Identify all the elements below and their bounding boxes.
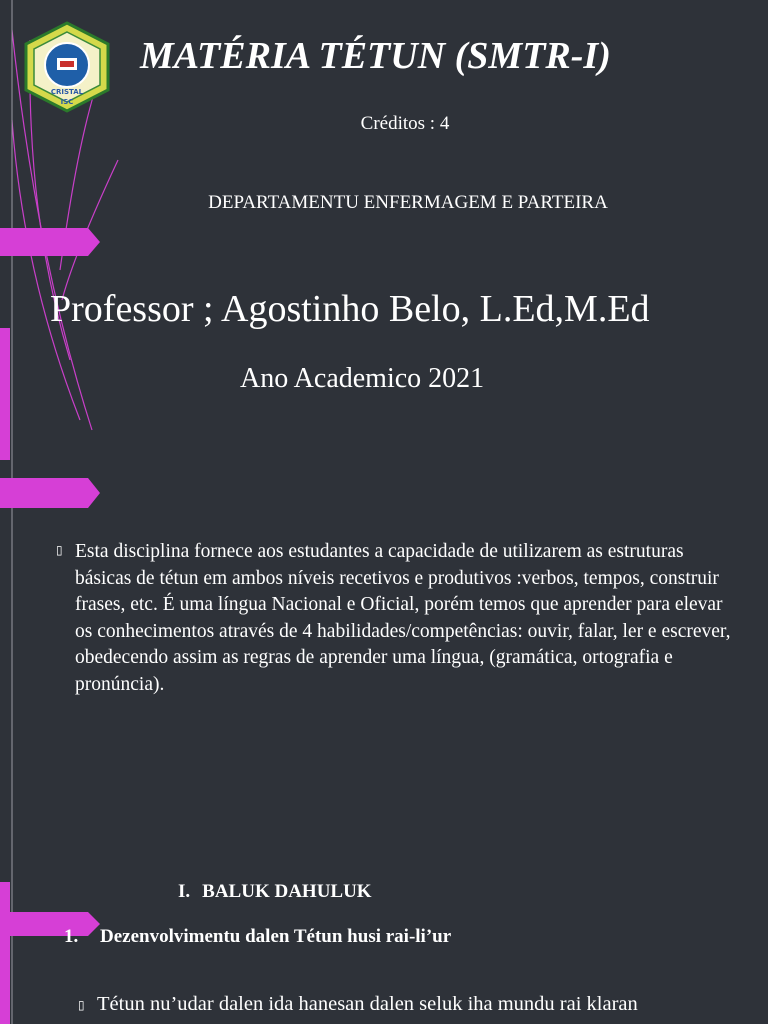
section-title: BALUK DAHULUK: [202, 881, 372, 902]
subsection-heading: [64, 926, 451, 948]
professor-label: Professor ; Agostinho Belo, L.Ed,M.Ed: [50, 288, 650, 330]
body-paragraph: Tétun nu’udar dalen ida hanesan dalen seluk iha mundu rai klaran: [97, 993, 638, 1015]
academic-year-label: Ano Academico 2021: [240, 363, 485, 394]
subsection-number: 1.: [64, 926, 79, 947]
section-number: I.: [178, 881, 191, 902]
school-crest-icon: [20, 20, 114, 114]
department-label: DEPARTAMENTU ENFERMAGEM E PARTEIRA: [208, 192, 608, 213]
course-description: Esta disciplina fornece aos estudantes a capacidade de utilizarem as estruturas básicas de tétun em ambos níveis recetivos e produtivos :verbos, tempos, construir frases, etc. É uma língua Nacional e Oficial, porém temos que aprender para elevar os conhecimentos através de 4 habilidades/competências: ouvir, falar, ler e escrever, obedecendo assim as regras de aprender uma língua, (gramática, ortografia e pronúncia).: [75, 541, 731, 695]
credits-label: Créditos : 4: [360, 113, 450, 134]
svg-text:ISC: ISC: [60, 98, 74, 106]
bullet-icon: ▯: [78, 998, 85, 1012]
bullet-icon: ▯: [56, 543, 63, 557]
svg-text:CRISTAL: CRISTAL: [50, 88, 84, 96]
page-title: MATÉRIA TÉTUN (SMTR-I): [140, 35, 611, 77]
section-heading: [178, 881, 372, 903]
subsection-title: Dezenvolvimentu dalen Tétun husi rai-li’ur: [100, 926, 452, 947]
